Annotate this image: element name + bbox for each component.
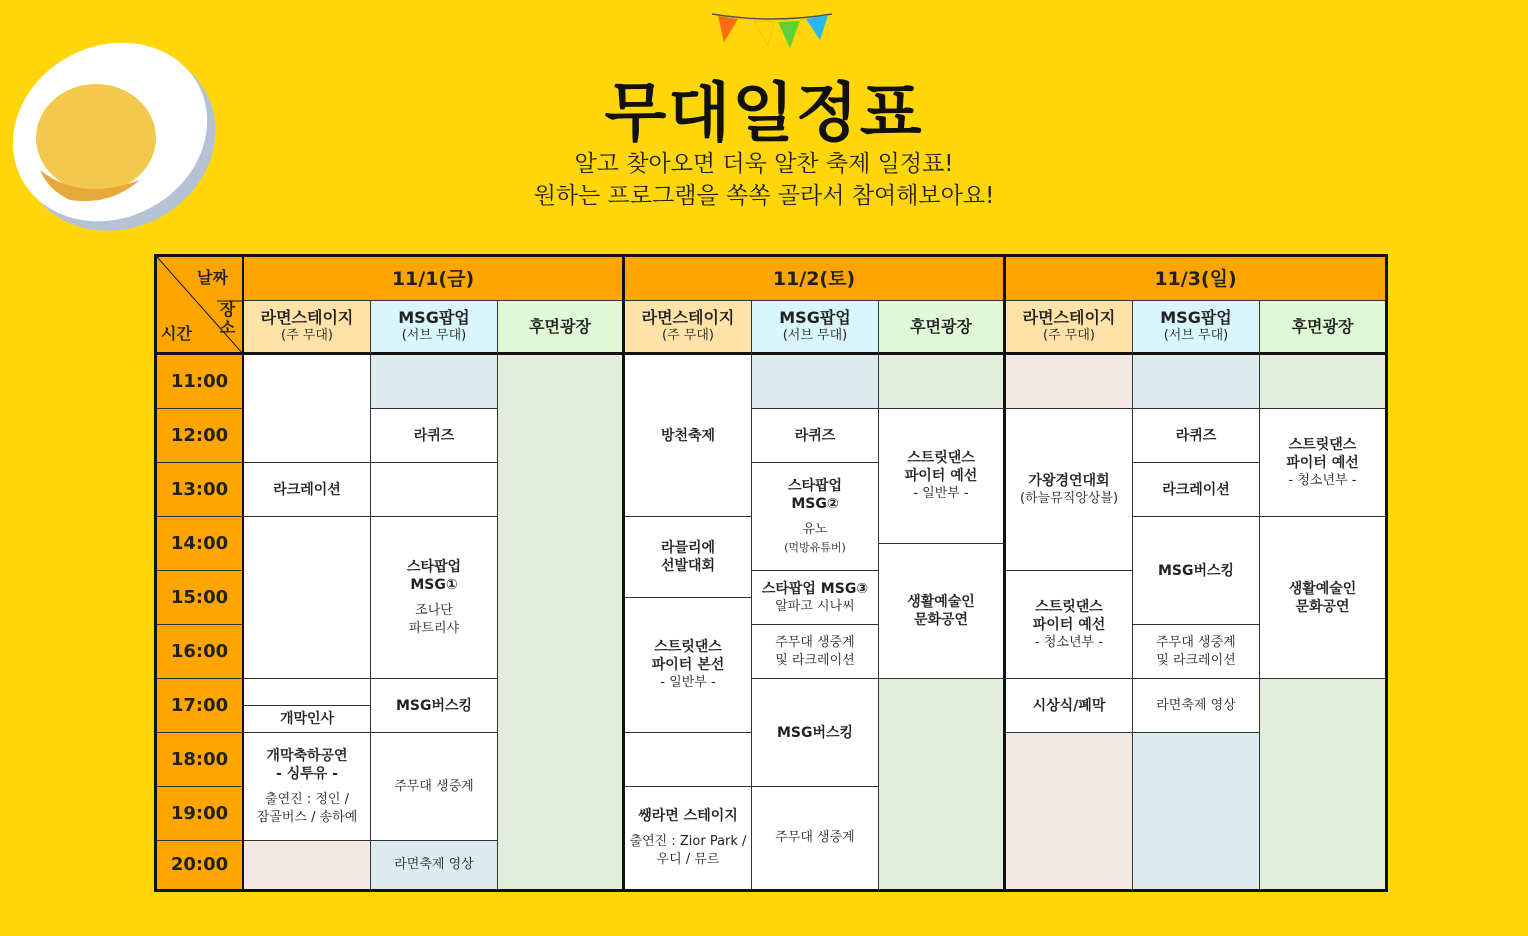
event-title: 라퀴즈 <box>1175 427 1217 444</box>
empty-slot <box>1260 355 1385 409</box>
empty-slot <box>625 733 752 787</box>
event-block <box>752 679 879 787</box>
event-title: 라믈리에 <box>660 540 716 556</box>
page-subtitle <box>0 148 1528 212</box>
empty-slot <box>244 517 371 679</box>
event-title: MSG버스킹 <box>776 724 854 741</box>
event-block <box>625 598 752 733</box>
event-block <box>1133 625 1260 679</box>
venue-main-stage <box>1006 301 1133 355</box>
event-title: 생활예술인 <box>1288 580 1357 597</box>
place-label: 장소 <box>219 300 236 337</box>
event-title: 및 라크레이션 <box>775 652 855 668</box>
empty-slot <box>498 355 625 889</box>
event-title: 라크레이션 <box>1162 481 1230 498</box>
time-slot: 20:00 <box>157 841 244 889</box>
empty-slot <box>1133 733 1260 889</box>
event-title: 스타팝업 <box>406 558 462 575</box>
venue-main-stage <box>625 301 752 355</box>
event-title: 스트릿댄스 <box>907 450 975 466</box>
event-title: 스타팝업 MSG③ <box>761 580 869 597</box>
venue-name: MSG팝업 <box>779 307 851 327</box>
event-block <box>625 355 752 517</box>
event-title: 주무대 생중계 <box>775 830 855 845</box>
venue-name: 라면스테이지 <box>1022 307 1116 327</box>
venue-sub: (주 무대) <box>662 327 714 343</box>
event-subtitle: MSG② <box>791 495 839 512</box>
time-label: 시간 <box>161 324 192 343</box>
event-title: 라퀴즈 <box>413 427 455 444</box>
venue-name: MSG팝업 <box>1160 307 1232 327</box>
venue-sub: (서브 무대) <box>1163 327 1229 343</box>
event-title: 주무대 생중계 <box>775 634 855 650</box>
event-title: 쌩라면 스테이지 <box>638 808 738 824</box>
empty-slot <box>879 355 1006 409</box>
event-title: 스타팝업 <box>787 477 843 494</box>
venue-back-plaza <box>879 301 1006 355</box>
event-title: 파이터 본선 <box>651 657 725 673</box>
event-title: 주무대 생중계 <box>1156 634 1236 650</box>
time-slot: 19:00 <box>157 787 244 841</box>
time-slot: 15:00 <box>157 571 244 625</box>
event-subtitle: - 일반부 - <box>913 486 969 501</box>
event-block <box>371 841 498 889</box>
event-title: 문화공연 <box>1295 598 1350 615</box>
event-performers: 파트리샤 <box>408 620 460 636</box>
event-performers: 알파고 시나씨 <box>775 598 855 614</box>
event-title: 라크레이션 <box>273 481 341 498</box>
event-title: 스트릿댄스 <box>1035 598 1103 615</box>
venue-msg-popup <box>1133 301 1260 355</box>
empty-slot <box>1006 733 1133 889</box>
event-block <box>244 733 371 841</box>
date-label: 날짜 <box>197 268 228 287</box>
event-block <box>1133 463 1260 517</box>
event-block <box>752 463 879 571</box>
event-title: 파이터 예선 <box>904 468 978 484</box>
event-subtitle: - 청소년부 - <box>1035 634 1103 650</box>
time-slot: 11:00 <box>157 355 244 409</box>
event-block <box>371 409 498 463</box>
event-title: 스트릿댄스 <box>654 639 722 655</box>
time-slot: 14:00 <box>157 517 244 571</box>
time-slot: 17:00 <box>157 679 244 733</box>
empty-slot <box>244 679 371 706</box>
event-title: 라면축제 영상 <box>394 857 474 872</box>
bunting-flags-icon <box>708 10 838 50</box>
event-subtitle: MSG① <box>410 576 458 593</box>
event-block <box>879 409 1006 544</box>
event-performers: 조나단 <box>415 602 453 618</box>
day-header: 11/3(일) <box>1006 257 1385 301</box>
venue-name: 후면광장 <box>1291 316 1354 336</box>
event-title: 주무대 생중계 <box>394 778 474 794</box>
event-title: 파이터 예선 <box>1286 454 1359 471</box>
event-title: 방천축제 <box>660 427 716 444</box>
empty-slot <box>244 841 371 889</box>
venue-name: 후면광장 <box>910 316 972 336</box>
event-block <box>625 787 752 889</box>
corner-header <box>157 257 244 355</box>
event-note: (먹방유튜버) <box>784 540 846 554</box>
event-block <box>1260 517 1385 679</box>
empty-slot <box>371 355 498 409</box>
time-slot: 16:00 <box>157 625 244 679</box>
event-subtitle: (하늘뮤직앙상블) <box>1019 490 1119 506</box>
empty-slot <box>1133 355 1260 409</box>
venue-name: 라면스테이지 <box>641 307 735 327</box>
event-title: 라면축제 영상 <box>1156 697 1236 713</box>
venue-msg-popup <box>371 301 498 355</box>
event-block <box>1260 409 1385 517</box>
event-title: 개막축하공연 <box>266 747 348 764</box>
day-header: 11/2(토) <box>625 257 1006 301</box>
subtitle-line: 알고 찾아오면 더욱 알찬 축제 일정표! <box>574 151 954 177</box>
venue-back-plaza <box>498 301 625 355</box>
event-block <box>879 544 1006 679</box>
event-performers: 유노 <box>802 521 828 537</box>
event-subtitle: - 일반부 - <box>660 675 716 690</box>
event-title: 파이터 예선 <box>1032 616 1106 633</box>
event-block <box>1006 679 1133 733</box>
event-block <box>371 679 498 733</box>
venue-back-plaza <box>1260 301 1385 355</box>
event-block <box>625 517 752 598</box>
empty-slot <box>1260 679 1385 889</box>
event-block <box>752 625 879 679</box>
event-block <box>244 706 371 733</box>
event-block <box>1133 517 1260 625</box>
event-title: 라퀴즈 <box>794 427 836 444</box>
empty-slot <box>371 463 498 517</box>
venue-name: 라면스테이지 <box>260 307 354 327</box>
event-title: 시상식/폐막 <box>1032 697 1106 714</box>
event-title: 개막인사 <box>279 711 335 727</box>
day-header: 11/1(금) <box>244 257 625 301</box>
venue-sub: (서브 무대) <box>782 327 848 343</box>
event-title: 스트릿댄스 <box>1288 436 1357 453</box>
page-title: 무대일정표 <box>604 77 924 151</box>
empty-slot <box>244 355 371 463</box>
event-performers: 잠골버스 / 송하예 <box>256 809 358 825</box>
event-subtitle: - 싱투유 - <box>276 765 338 782</box>
event-block <box>1006 571 1133 679</box>
event-block <box>1133 679 1260 733</box>
schedule-table <box>154 254 1388 892</box>
event-performers: 출연진 : 정인 / <box>265 791 349 807</box>
empty-slot <box>752 355 879 409</box>
event-title: 문화공연 <box>913 612 969 628</box>
event-title: MSG버스킹 <box>395 697 473 714</box>
time-slot: 12:00 <box>157 409 244 463</box>
event-title: MSG버스킹 <box>1157 562 1235 579</box>
event-block <box>244 463 371 517</box>
event-performers: 우디 / 뮤르 <box>656 852 720 867</box>
venue-sub: (주 무대) <box>1043 327 1095 343</box>
empty-slot <box>1006 355 1133 409</box>
event-title: 선발대회 <box>660 558 716 574</box>
venue-sub: (주 무대) <box>281 327 333 343</box>
event-title: 가왕경연대회 <box>1028 472 1110 489</box>
event-performers: 출연진 : Zior Park / <box>629 834 747 849</box>
venue-main-stage <box>244 301 371 355</box>
subtitle-line: 원하는 프로그램을 쏙쏙 골라서 참여해보아요! <box>533 183 995 209</box>
venue-name: 후면광장 <box>529 316 591 336</box>
event-block <box>1133 409 1260 463</box>
event-block <box>371 733 498 841</box>
venue-msg-popup <box>752 301 879 355</box>
event-block <box>1006 409 1133 571</box>
venue-sub: (서브 무대) <box>401 327 467 343</box>
time-slot: 18:00 <box>157 733 244 787</box>
event-block <box>752 409 879 463</box>
venue-name: MSG팝업 <box>398 307 470 327</box>
event-block <box>752 571 879 625</box>
event-block <box>752 787 879 889</box>
event-title: 및 라크레이션 <box>1156 652 1236 668</box>
empty-slot <box>879 679 1006 889</box>
time-slot: 13:00 <box>157 463 244 517</box>
event-block <box>371 517 498 679</box>
event-subtitle: - 청소년부 - <box>1288 472 1357 488</box>
event-title: 생활예술인 <box>907 594 975 610</box>
